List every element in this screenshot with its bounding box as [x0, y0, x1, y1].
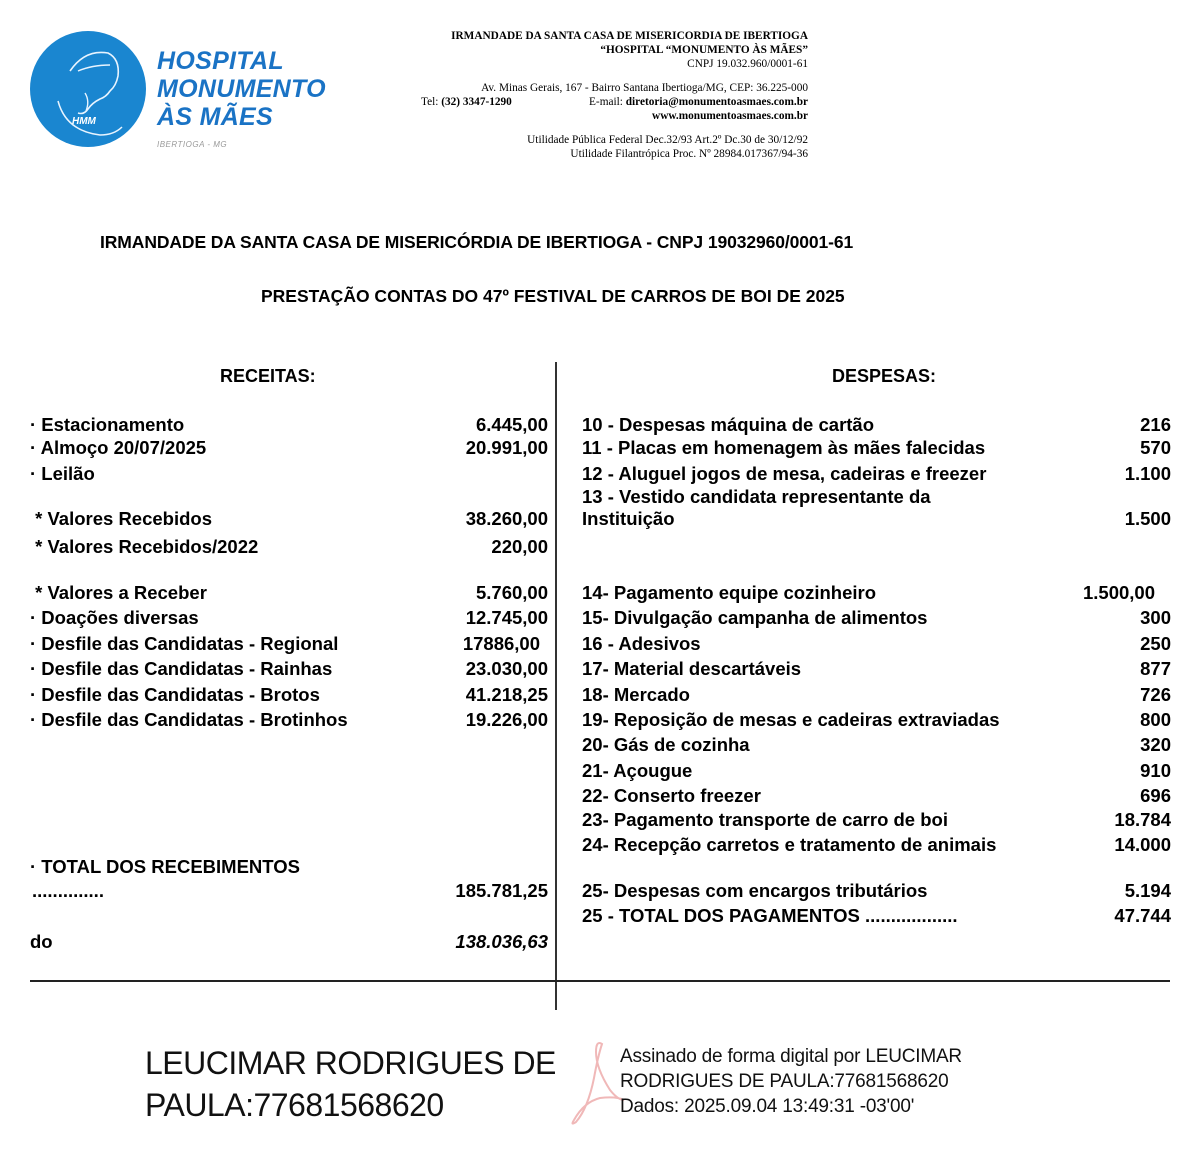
svg-text:HMM: HMM: [72, 116, 96, 127]
letterhead-email[interactable]: diretoria@monumentoasmaes.com.br: [625, 96, 808, 108]
logo-line-2: MONUMENTO: [157, 75, 326, 103]
despesa-row: 22- Conserto freezer 696: [582, 785, 1171, 806]
adobe-pdf-signature-icon: [566, 1038, 626, 1133]
digital-signature-info: Assinado de forma digital por LEUCIMAR RODRIGUES DE PAULA:77681568620 Dados: 2025.09.04 13:49:31 -03'00': [620, 1046, 962, 1117]
column-divider: [555, 362, 557, 1010]
hospital-logo-text: [157, 47, 326, 131]
despesa-row: 21- Açougue 910: [582, 760, 1171, 781]
letterhead-tel: (32) 3347-1290: [441, 96, 512, 108]
letterhead-website[interactable]: www.monumentoasmaes.com.br: [652, 110, 808, 122]
receitas-total-value: 185.781,25: [455, 880, 548, 901]
signature-name: LEUCIMAR RODRIGUES DE PAULA:77681568620: [145, 1045, 556, 1123]
logo-location: IBERTIOGA - MG: [157, 140, 228, 149]
receita-row: · Almoço 20/07/2025 20.991,00: [30, 437, 548, 458]
letterhead-utilidade-filantropica: Utilidade Filantrópica Proc. Nº 28984.017367/94-36: [570, 148, 808, 160]
mother-profile-icon: [30, 31, 146, 147]
saldo-value: 138.036,63: [455, 931, 548, 952]
letterhead-hospital: “HOSPITAL “MONUMENTO ÀS MÃES”: [600, 44, 808, 56]
receita-row: · Desfile das Candidatas - Brotos 41.218,25: [30, 684, 548, 705]
receitas-total-row: .............. 185.781,25: [32, 880, 548, 901]
despesa-row: 12 - Aluguel jogos de mesa, cadeiras e freezer 1.100: [582, 463, 1171, 484]
despesa-row: 10 - Despesas máquina de cartão 216: [582, 414, 1171, 435]
despesa-row: 11 - Placas em homenagem às mães falecidas 570: [582, 437, 1171, 458]
despesa-row: 19- Reposição de mesas e cadeiras extraviadas 800: [582, 709, 1171, 730]
receita-row: * Valores Recebidos/2022 220,00: [30, 536, 548, 557]
logo-line-1: HOSPITAL: [157, 47, 284, 75]
logo-line-3: ÀS MÃES: [157, 103, 274, 131]
despesa-row: 18- Mercado 726: [582, 684, 1171, 705]
letterhead-address: Av. Minas Gerais, 167 - Bairro Santana Ibertioga/MG, CEP: 36.225-000: [481, 82, 808, 94]
despesa-row: 25- Despesas com encargos tributários 5.194: [582, 880, 1171, 901]
letterhead-contact: Tel: (32) 3347-1290 E-mail: diretoria@monumentoasmaes.com.br: [421, 96, 808, 108]
despesas-total-row: 25 - TOTAL DOS PAGAMENTOS .................. 47.744: [582, 905, 1171, 926]
receita-row: * Valores a Receber 5.760,00: [30, 582, 548, 603]
despesa-row: 23- Pagamento transporte de carro de boi 18.784: [582, 809, 1171, 830]
despesa-row: 20- Gás de cozinha 320: [582, 734, 1171, 755]
saldo-row: do 138.036,63: [30, 931, 548, 952]
document-title: IRMANDADE DA SANTA CASA DE MISERICÓRDIA DE IBERTIOGA - CNPJ 19032960/0001-61: [100, 232, 854, 252]
bottom-rule: [30, 980, 1170, 982]
hospital-logo-emblem: [30, 31, 146, 147]
despesa-row: 16 - Adesivos 250: [582, 633, 1171, 654]
receita-row: * Valores Recebidos 38.260,00: [30, 508, 548, 529]
despesa-row: 14- Pagamento equipe cozinheiro 1.500,00: [582, 582, 1155, 603]
receita-row: · Desfile das Candidatas - Regional 17886,00: [30, 633, 540, 654]
receita-row: · Doações diversas 12.745,00: [30, 607, 548, 628]
despesas-header: DESPESAS:: [832, 366, 937, 386]
letterhead-org: IRMANDADE DA SANTA CASA DE MISERICORDIA DE IBERTIOGA: [451, 30, 808, 42]
despesa-row: 15- Divulgação campanha de alimentos 300: [582, 607, 1171, 628]
receita-row: · Estacionamento 6.445,00: [30, 414, 548, 435]
letterhead-utilidade-publica: Utilidade Pública Federal Dec.32/93 Art.2º Dc.30 de 30/12/92: [527, 134, 808, 146]
despesa-row: 13 - Vestido candidata representante da: [582, 486, 931, 507]
despesa-row: 24- Recepção carretos e tratamento de animais 14.000: [582, 834, 1171, 855]
receita-row: · Desfile das Candidatas - Brotinhos 19.226,00: [30, 709, 548, 730]
letterhead-cnpj: CNPJ 19.032.960/0001-61: [687, 58, 808, 70]
receita-row: · Leilão: [30, 463, 95, 484]
letterhead: [421, 29, 808, 161]
despesa-row: 17- Material descartáveis 877: [582, 658, 1171, 679]
despesas-total-value: 47.744: [1114, 905, 1171, 926]
receita-row: · Desfile das Candidatas - Rainhas 23.030,00: [30, 658, 548, 679]
despesa-row: Instituição 1.500: [582, 508, 1171, 529]
document-subtitle: PRESTAÇÃO CONTAS DO 47º FESTIVAL DE CARROS DE BOI DE 2025: [261, 286, 845, 306]
receitas-total-label-row: · TOTAL DOS RECEBIMENTOS: [30, 856, 300, 877]
receitas-header: RECEITAS:: [220, 366, 316, 386]
